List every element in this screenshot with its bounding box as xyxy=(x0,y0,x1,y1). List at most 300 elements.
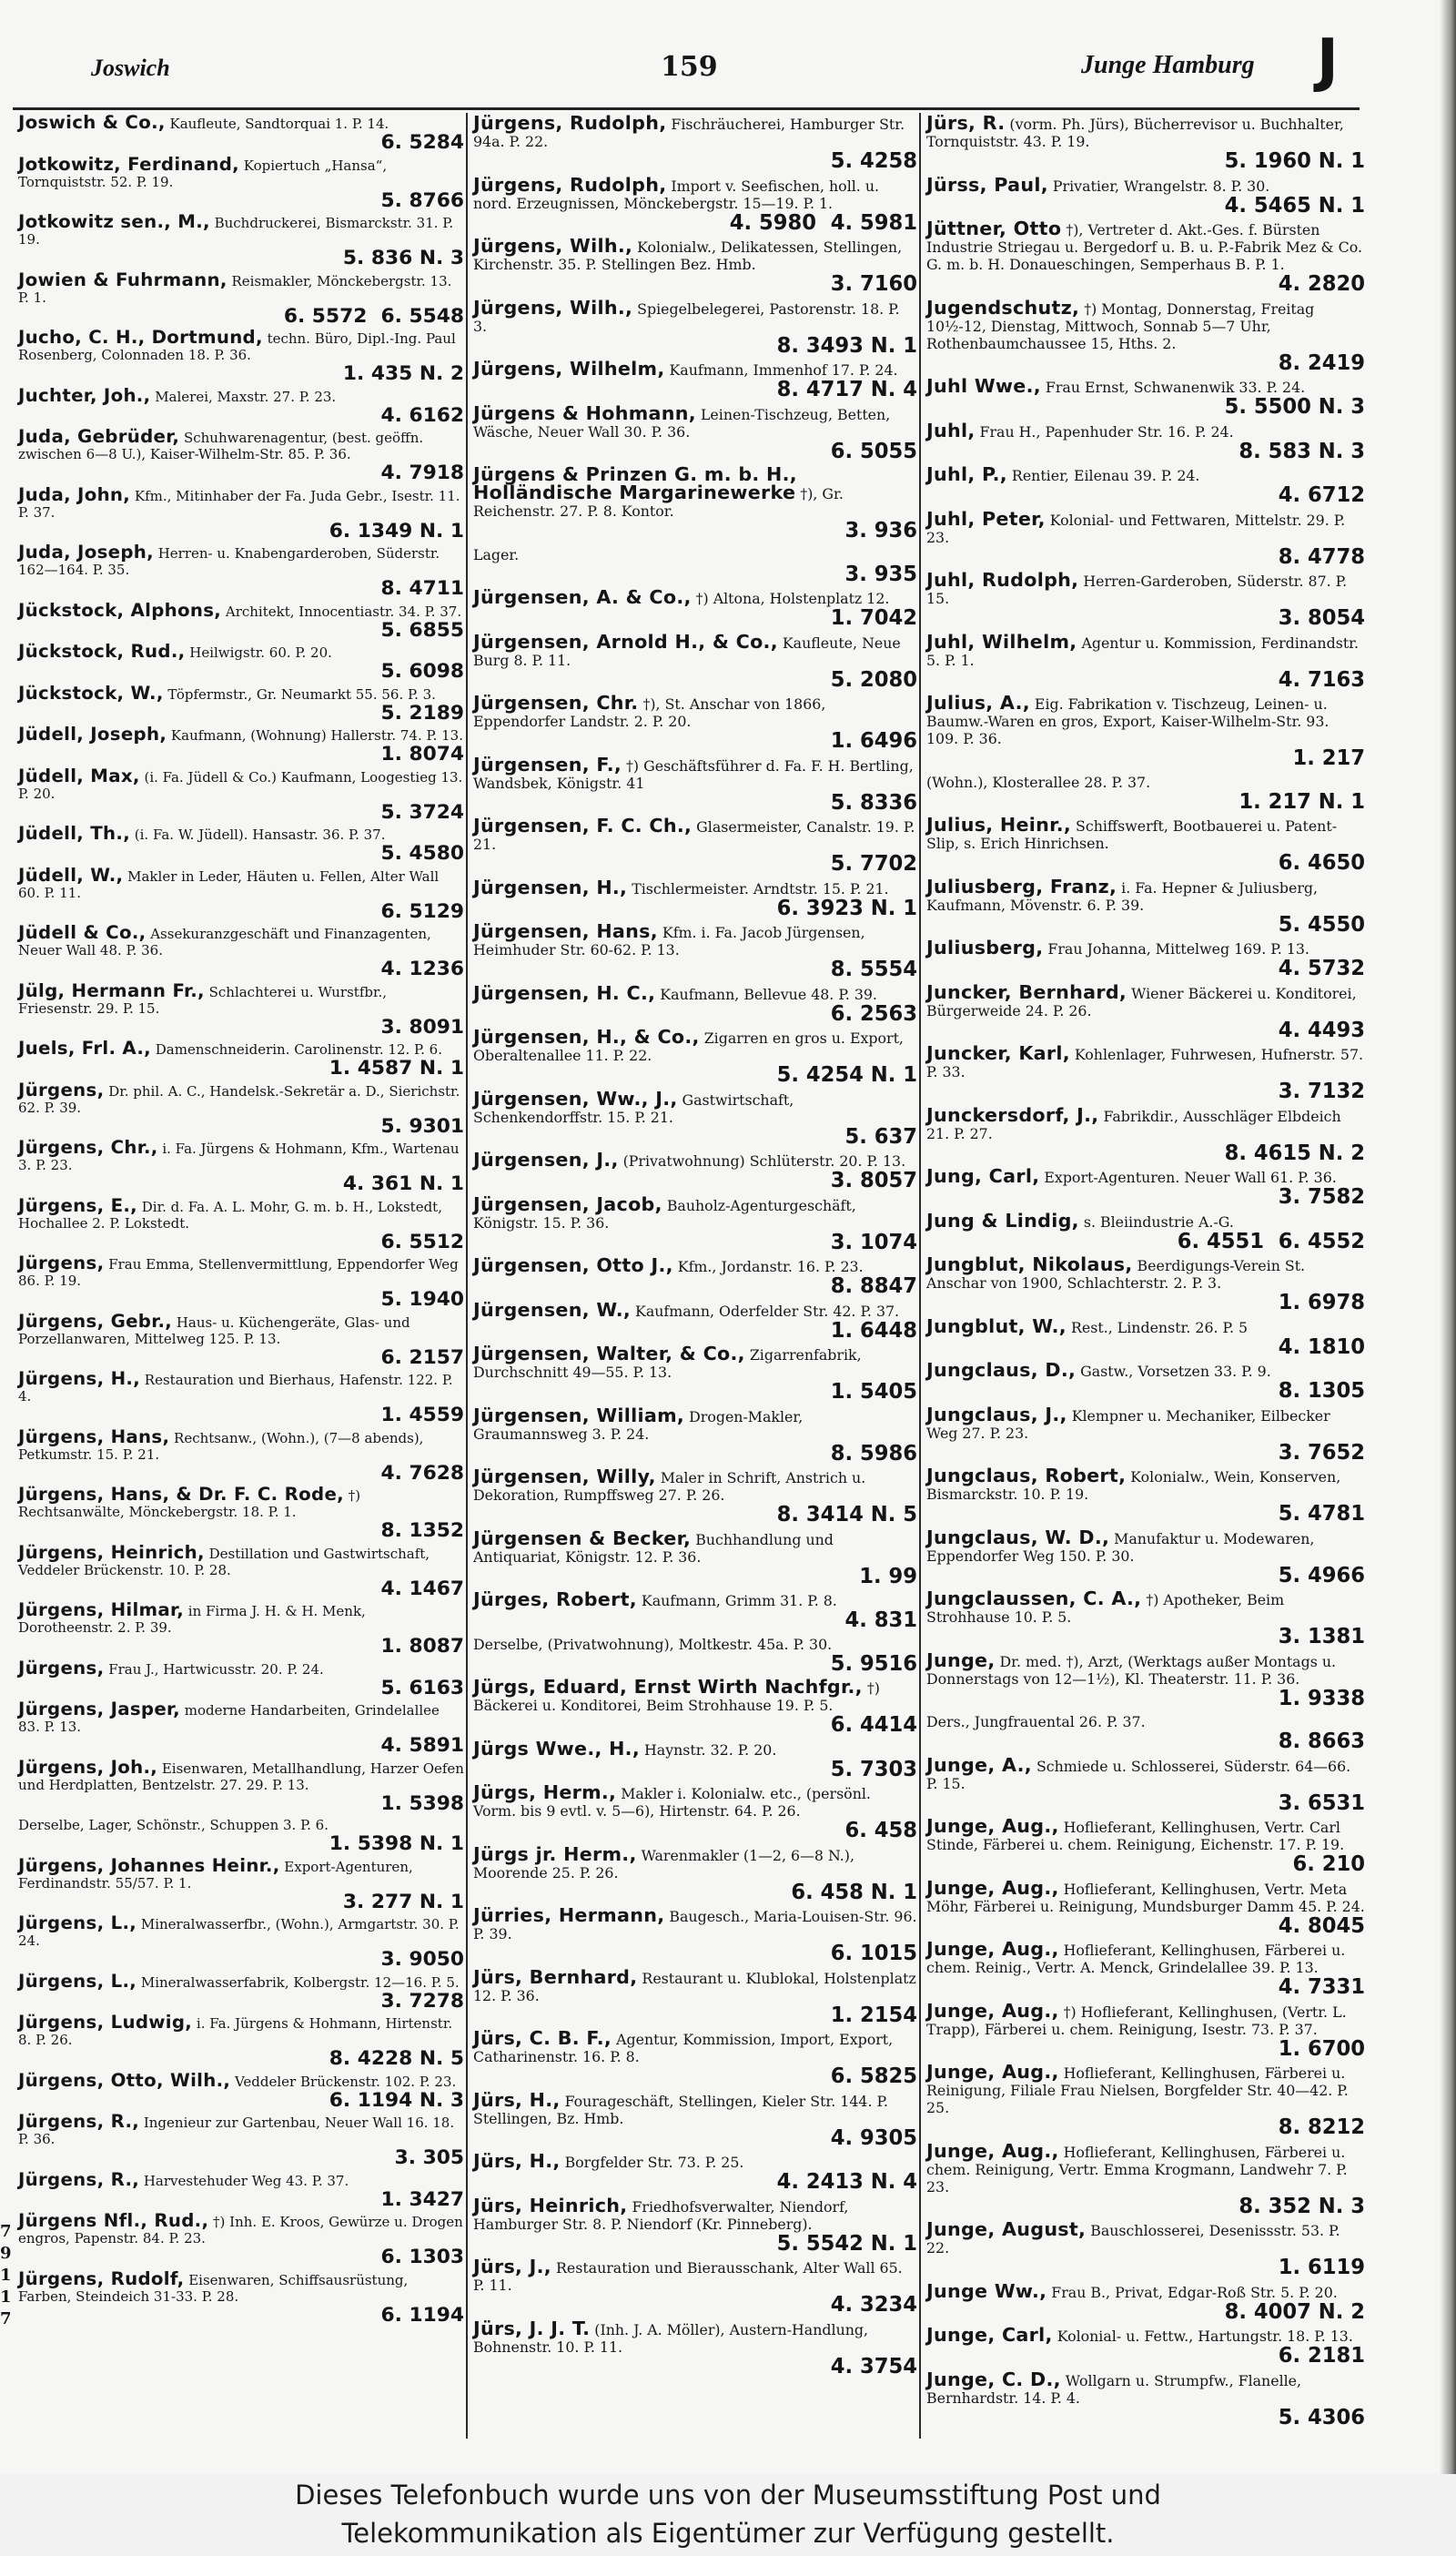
directory-entry xyxy=(926,569,1365,630)
entry-phone-number: 6. 5129 xyxy=(380,899,464,923)
entry-details: Warenmakler (1—2, 6—8 N.), Moorende 25. P. 26. xyxy=(473,1846,854,1882)
directory-entry xyxy=(473,1298,917,1343)
entry-details: Herren- u. Knabengarderoben, Süderstr. 162—164. P. 35. xyxy=(18,545,440,578)
entry-phone-number: 8. 8663 xyxy=(1278,1729,1365,1753)
entry-details: †), St. Anschar von 1866, Eppendorfer Landstr. 2. P. 20. xyxy=(473,695,826,730)
directory-entry xyxy=(473,1965,917,2027)
directory-entry xyxy=(926,2324,1365,2368)
entry-details: Hoflieferant, Kellinghusen, Vertr. Carl Stinde, Färberei u. chem. Reinigung, Eichenstr. 17. P. 19. xyxy=(926,1819,1345,1853)
entry-name: Jüdell & Co., xyxy=(18,922,147,943)
entry-phone-number: 4. 361 N. 1 xyxy=(342,1172,464,1195)
entry-phone-number: 4. 1810 xyxy=(1278,1334,1365,1359)
entry-name: Jürgens, Wilhelm, xyxy=(473,358,665,380)
entry-phone-number: 1. 217 xyxy=(1292,746,1365,770)
entry-name: Junge, August, xyxy=(926,2218,1087,2240)
entry-details: Ingenieur zur Gartenbau, Neuer Wall 16. 18. P. 36. xyxy=(18,2115,455,2147)
entry-details: Eisenwaren, Metallhandlung, Harzer Oefen und Herdplatten, Bentzelstr. 27. 29. P. 13. xyxy=(18,1760,464,1793)
entry-details: Derselbe, (Privatwohnung), Moltkestr. 45a. P. 30. xyxy=(473,1635,833,1653)
entry-phone-number: 5. 6163 xyxy=(380,1676,464,1699)
entry-phone-number: 3. 277 N. 1 xyxy=(342,1890,464,1913)
entry-name: Jung & Lindig, xyxy=(926,1209,1079,1232)
entry-phone-number: 5. 1960 N. 1 xyxy=(1224,149,1365,173)
entry-phone-number: 6. 5284 xyxy=(380,131,464,154)
entry-phone-number: 5. 2080 xyxy=(830,667,917,692)
entry-details: Gastw., Vorsetzen 33. P. 9. xyxy=(1080,1363,1271,1380)
directory-entry xyxy=(18,211,464,269)
directory-entry xyxy=(18,2267,464,2327)
directory-entry xyxy=(926,1713,1365,1752)
directory-entry xyxy=(926,2279,1365,2324)
entry-phone-number: 5. 4254 N. 1 xyxy=(776,1063,917,1087)
entry-details: Damenschneiderin. Carolinenstr. 12. P. 6. xyxy=(155,1041,442,1058)
entry-phone-number: 4. 3754 xyxy=(830,2354,917,2378)
entry-details: †) Rechtsanwälte, Mönckebergstr. 18. P. 1. xyxy=(18,1487,361,1520)
entry-details: Kaufleute, Sandtorquai 1. P. 14. xyxy=(169,116,389,132)
directory-entry xyxy=(926,1467,1365,1525)
entry-name: Jürgens, Joh., xyxy=(18,1756,158,1778)
directory-entry xyxy=(18,1756,464,1815)
entry-phone-number: 4. 3234 xyxy=(830,2293,917,2317)
entry-details: Hoflieferant, Kellinghusen, Färberei u. Reinigung, Filiale Frau Nielsen, Borgfelder Str. 40—42. P. 25. xyxy=(926,2064,1349,2116)
directory-entry xyxy=(18,922,464,980)
entry-details: Kolonial- u. Fettw., Hartungstr. 18. P. 13. xyxy=(1057,2328,1353,2345)
entry-details: Fabrikdir., Ausschläger Elbdeich 21. P. 27. xyxy=(926,1107,1341,1142)
entry-name: Juhl Wwe., xyxy=(926,375,1041,397)
directory-entry xyxy=(926,375,1365,419)
directory-entry xyxy=(473,981,917,1026)
entry-details: Architekt, Innocentiastr. 34. P. 37. xyxy=(225,603,462,620)
entry-details: Restauration und Bierausschank, Alter Wall 65. P. 11. xyxy=(473,2259,903,2294)
entry-phone-number: 5. 2189 xyxy=(380,701,464,725)
entry-phone-number: 3. 8057 xyxy=(830,1169,917,1192)
entry-details: Rechtsanw., (Wohn.), (7—8 abends), Petkumstr. 15. P. 21. xyxy=(18,1429,424,1463)
directory-entry xyxy=(473,1781,917,1842)
entry-name: Jürgens & Hohmann, xyxy=(473,401,696,424)
column-divider xyxy=(466,113,468,2439)
entry-name: Jung, Carl, xyxy=(926,1165,1040,1187)
entry-details: Maler in Schrift, Anstrich u. Dekoration, Rumpffsweg 27. P. 26. xyxy=(473,1469,866,1504)
entry-name: Jürgens, Otto, Wilh., xyxy=(18,2069,231,2091)
entry-details: Fourageschäft, Stellingen, Kieler Str. 144. P. Stellingen, Bz. Hmb. xyxy=(473,2092,888,2127)
entry-name: Jürgensen, H. C., xyxy=(473,981,656,1004)
entry-phone-number: 8. 1352 xyxy=(380,1519,464,1542)
entry-name: Jucho, C. H., Dortmund, xyxy=(18,327,263,348)
entry-name: Juhl, Rudolph, xyxy=(926,569,1079,591)
entry-phone-number: 3. 8054 xyxy=(1278,606,1365,630)
entry-name: Jüdell, Th., xyxy=(18,823,130,844)
entry-name: Jürgensen, Otto J., xyxy=(473,1254,673,1276)
directory-entry xyxy=(18,2111,464,2169)
entry-details: Eig. Fabrikation v. Tischzeug, Leinen- u. Baumw.-Waren en gros, Export, Kaiser-Wilhelm-Str. 93. 109. P. 36. xyxy=(926,695,1330,747)
entry-name: Jotkowitz sen., M., xyxy=(18,211,210,232)
entry-phone-number: 3. 7132 xyxy=(1278,1080,1365,1103)
entry-name: Jürgensen, F. C. Ch., xyxy=(473,815,693,837)
entry-name: Jückstock, W., xyxy=(18,682,164,704)
entry-name: Jüdell, W., xyxy=(18,864,124,886)
entry-name: Jürs, R. xyxy=(926,112,1006,134)
directory-entry xyxy=(926,507,1365,569)
directory-entry xyxy=(926,1753,1365,1815)
entry-phone-number: 3. 7160 xyxy=(830,272,917,296)
entry-phone-number: 8. 5554 xyxy=(830,958,917,981)
entry-phone-number: 5. 836 N. 3 xyxy=(342,247,464,269)
entry-phone-number: 5. 6855 xyxy=(380,618,464,642)
entry-phone-number: 8. 3414 N. 5 xyxy=(776,1503,917,1526)
directory-entry xyxy=(473,463,917,543)
entry-details: Spiegelbelegerei, Pastorenstr. 18. P. 3. xyxy=(473,299,900,335)
directory-entry xyxy=(473,2088,917,2150)
entry-name: Jürges, Robert, xyxy=(473,1588,637,1610)
entry-name: Jürss, Paul, xyxy=(926,173,1048,196)
directory-entry xyxy=(926,630,1365,692)
entry-details: Eisenwaren, Schiffsausrüstung, Farben, Steindeich 31-33. P. 28. xyxy=(18,2271,409,2305)
entry-details: Kaufmann, Grimm 31. P. 8. xyxy=(641,1592,837,1609)
directory-entry xyxy=(18,426,464,484)
directory-entry xyxy=(18,641,464,683)
entry-phone-number: 8. 8847 xyxy=(830,1274,917,1298)
entry-name: Jürgs, Eduard, Ernst Wirth Nachfgr., xyxy=(473,1676,863,1698)
entry-phone-number: 5. 4580 xyxy=(380,842,464,865)
section-letter: J xyxy=(1317,27,1339,95)
entry-phone-number: 4. 5891 xyxy=(380,1734,464,1757)
entry-details: Fischräucherei, Hamburger Str. 94a. P. 22. xyxy=(473,116,905,150)
entry-details: (Inh. J. A. Möller), Austern-Handlung, Bohnenstr. 10. P. 11. xyxy=(473,2320,869,2356)
entry-phone-number: 3. 7652 xyxy=(1278,1440,1365,1465)
entry-name: Jürs, H., xyxy=(473,2088,561,2111)
entry-details: Lager. xyxy=(473,545,520,563)
entry-details: Frau J., Hartwicusstr. 20. P. 24. xyxy=(108,1660,324,1678)
directory-entry xyxy=(473,2258,917,2316)
entry-details: Kfm. i. Fa. Jacob Jürgensen, Heimhuder Str. 60-62. P. 13. xyxy=(473,924,865,958)
entry-details: Export-Agenturen. Neuer Wall 61. P. 36. xyxy=(1044,1169,1337,1186)
entry-details: moderne Handarbeiten, Grindelallee 83. P. 13. xyxy=(18,1702,440,1735)
directory-entry xyxy=(18,269,464,328)
entry-details: Agentur, Kommission, Import, Export, Catharinenstr. 16. P. 8. xyxy=(473,2031,894,2065)
directory-entry xyxy=(926,2218,1365,2279)
entry-details: Manufaktur u. Modewaren, Eppendorfer Weg 150. P. 30. xyxy=(926,1529,1315,1565)
entry-phone-number: 1. 8074 xyxy=(380,743,464,766)
entry-phone-number: 8. 3493 N. 1 xyxy=(776,333,917,358)
directory-entry xyxy=(18,1701,464,1756)
entry-details: Harvestehuder Weg 43. P. 37. xyxy=(143,2172,349,2189)
entry-phone-number: 4. 7163 xyxy=(1278,667,1365,692)
entry-phone-number: 5. 637 xyxy=(844,1124,917,1149)
entry-phone-number: 4. 5465 N. 1 xyxy=(1224,193,1365,218)
entry-phone-number: 4. 7628 xyxy=(380,1461,464,1485)
directory-entry xyxy=(18,1599,464,1658)
directory-entry xyxy=(473,235,917,296)
entry-name: Juncker, Karl, xyxy=(926,1042,1070,1064)
entry-phone-number: 1. 6448 xyxy=(830,1318,917,1343)
entry-phone-number: 5. 8336 xyxy=(830,790,917,815)
directory-entry xyxy=(473,2150,917,2194)
directory-entry xyxy=(18,544,464,599)
column-2 xyxy=(473,112,917,2436)
entry-details: Töpfermstr., Gr. Neumarkt 55. 56. P. 3. xyxy=(167,685,436,703)
entry-details: Mineralwasserfbr., (Wohn.), Armgartstr. 30. P. 24. xyxy=(18,1916,460,1949)
entry-name: Julius, Heinr., xyxy=(926,814,1071,836)
entry-details: Assekuranzgeschäft und Finanzagenten, Neuer Wall 48. P. 36. xyxy=(18,926,431,958)
header-last-entry-city: Junge Hamburg xyxy=(1081,51,1255,79)
entry-details: †) Apotheker, Beim Strohhause 10. P. 5. xyxy=(926,1591,1285,1626)
entry-phone-number: 6. 4414 xyxy=(830,1713,917,1737)
entry-name: Jürgensen, W., xyxy=(473,1298,631,1321)
entry-phone-number: 1. 4559 xyxy=(380,1404,464,1426)
entry-name: Jürgensen, J., xyxy=(473,1149,619,1171)
entry-details: i. Fa. Jürgens & Hohmann, Kfm., Wartenau 3. P. 23. xyxy=(18,1141,460,1173)
entry-phone-number: 1. 5405 xyxy=(830,1380,917,1404)
directory-entry xyxy=(926,296,1365,375)
directory-entry xyxy=(473,1192,917,1254)
entry-phone-number: 5. 9301 xyxy=(380,1114,464,1138)
entry-details: Schlachterei u. Wurstfbr., Friesenstr. 29. P. 15. xyxy=(18,983,388,1017)
page-number: 159 xyxy=(661,51,718,83)
entry-details: Hoflieferant, Kellinghusen, Färberei u. chem. Reinigung, Vertr. Emma Krogmann, Landwehr 7. P. 23. xyxy=(926,2143,1348,2196)
entry-name: Junge, Carl, xyxy=(926,2324,1053,2346)
directory-entry xyxy=(473,1404,917,1466)
entry-phone-number: 1. 6978 xyxy=(1278,1291,1365,1314)
entry-phone-number: 4. 2413 N. 4 xyxy=(776,2170,917,2194)
entry-name: Jürgensen & Becker, xyxy=(473,1526,692,1549)
entry-details: Kfm., Mitinhaber der Fa. Juda Gebr., Isestr. 11. P. 37. xyxy=(18,487,460,521)
entry-details: Buchdruckerei, Bismarckstr. 31. P. 19. xyxy=(18,215,454,248)
entry-phone-number: 8. 4711 xyxy=(380,577,464,600)
entry-name: Jungblut, W., xyxy=(926,1314,1067,1337)
entry-name: Junge, Aug., xyxy=(926,1999,1059,2022)
entry-name: Junckersdorf, J., xyxy=(926,1103,1099,1126)
entry-phone-number: 5. 5500 N. 3 xyxy=(1224,395,1365,419)
entry-details: Dr. med. †), Arzt, (Werktags außer Montags u. Donnerstags von 12—1½), Kl. Theaterstr. 11. P. 36. xyxy=(926,1652,1337,1688)
entry-phone-number: 6. 1349 N. 1 xyxy=(329,519,464,543)
directory-entry xyxy=(926,816,1365,874)
entry-name: Jürgens, Hans, & Dr. F. C. Rode, xyxy=(18,1484,344,1505)
directory-entry xyxy=(473,920,917,981)
entry-phone-number: 1. 217 N. 1 xyxy=(1239,789,1365,814)
entry-name: Jungclaus, Robert, xyxy=(926,1465,1127,1486)
entry-name: Junge, Aug., xyxy=(926,2061,1059,2083)
entry-name: Junge, C. D., xyxy=(926,2368,1061,2390)
entry-phone-number: 6. 2157 xyxy=(380,1345,464,1369)
directory-entry xyxy=(473,1636,917,1675)
entry-phone-number: 3. 8091 xyxy=(380,1015,464,1039)
entry-details: †), Gr. Reichenstr. 27. P. 8. Kontor. xyxy=(473,485,844,520)
entry-name: Jürgensen, Jacob, xyxy=(473,1192,662,1215)
directory-entry xyxy=(18,2069,464,2112)
entry-phone-number: 4. 4493 xyxy=(1278,1018,1365,1042)
directory-entry xyxy=(926,1253,1365,1314)
directory-entry xyxy=(473,1676,917,1737)
directory-entry xyxy=(926,2368,1365,2429)
directory-entry xyxy=(926,1938,1365,1999)
directory-entry xyxy=(18,2210,464,2268)
entry-name: Junge, Aug., xyxy=(926,1938,1059,1960)
footer-notice xyxy=(0,2474,1456,2556)
entry-details: Mineralwasserfabrik, Kolbergstr. 12—16. P. 5. xyxy=(140,1973,460,1991)
directory-entry xyxy=(18,864,464,923)
directory-entry xyxy=(926,980,1365,1042)
directory-entry xyxy=(473,1151,917,1192)
entry-name: Jürgens, L., xyxy=(18,1912,137,1933)
entry-details: †) Hoflieferant, Kellinghusen, (Vertr. L. Trapp), Färberei u. chem. Reinigung, Isestr. 73. P. 37. xyxy=(926,2003,1347,2038)
entry-details: Zigarren en gros u. Export, Oberaltenallee 11. P. 22. xyxy=(473,1030,904,1064)
directory-entry xyxy=(473,876,917,920)
entry-phone-number: 1. 4587 N. 1 xyxy=(329,1057,464,1080)
entry-details: i. Fa. Hepner & Juliusberg, Kaufmann, Mövenstr. 6. P. 39. xyxy=(926,878,1319,914)
entry-phone-number: 8. 4228 N. 5 xyxy=(329,2047,464,2070)
entry-phone-number: 6. 1194 N. 3 xyxy=(329,2088,464,2112)
directory-entry xyxy=(926,875,1365,937)
directory-entry xyxy=(18,1040,464,1079)
directory-entry xyxy=(926,1314,1365,1359)
entry-phone-number: 1. 8087 xyxy=(380,1635,464,1658)
entry-name: Juchter, Joh., xyxy=(18,384,151,406)
entry-details: (Privatwohnung) Schlüterstr. 20. P. 13. xyxy=(622,1152,906,1170)
directory-entry xyxy=(18,483,464,543)
entry-phone-number: 3. 935 xyxy=(844,562,917,586)
directory-entry xyxy=(926,1876,1365,1938)
entry-phone-number: 5. 4258 xyxy=(830,149,917,173)
entry-details: Import v. Seefischen, holl. u. nord. Erzeugnissen, Mönckebergstr. 15—19. P. 1. xyxy=(473,177,880,212)
entry-details: †) Altona, Holstenplatz 12. xyxy=(695,590,890,607)
entry-name: Juhl, Peter, xyxy=(926,507,1046,530)
entry-details: Rentier, Eilenau 39. P. 24. xyxy=(1011,467,1200,484)
directory-entry xyxy=(473,817,917,875)
entry-details: †), Vertreter d. Akt.-Ges. f. Bürsten Industrie Striegau u. Bergedorf u. B. u. P.-Fabrik Mez & Co. G. m. b. H. Donaueschingen, Semperhaus B. P. 1. xyxy=(926,221,1362,273)
entry-phone-number: 1. 6119 xyxy=(1278,2256,1365,2279)
entry-phone-number: 4. 5732 xyxy=(1278,957,1365,980)
entry-phone-number: 1. 2154 xyxy=(830,2003,917,2027)
entry-details: Export-Agenturen, Ferdinandstr. 55/57. P. 1. xyxy=(18,1858,413,1892)
entry-name: Jotkowitz, Ferdinand, xyxy=(18,153,239,175)
entry-details: Kaufmann, Immenhof 17. P. 24. xyxy=(669,361,898,379)
entry-name: Jürgensen, Walter, & Co., xyxy=(473,1343,745,1364)
entry-details: Zigarrenfabrik, Durchschnitt 49—55. P. 13. xyxy=(473,1346,862,1381)
directory-entry xyxy=(18,1541,464,1600)
entry-name: Juda, Joseph, xyxy=(18,542,154,563)
entry-name: Jürgensen, Ww., J., xyxy=(473,1087,678,1110)
entry-name: Juliusberg, Franz, xyxy=(926,875,1117,898)
entry-phone-number: 5. 4966 xyxy=(1278,1563,1365,1587)
entry-name: Juhl, Wilhelm, xyxy=(926,630,1077,653)
entry-name: Jürgens, R., xyxy=(18,2168,140,2190)
entry-name: Jürgens, R., xyxy=(18,2111,140,2132)
entry-phone-number: 3. 9050 xyxy=(380,1948,464,1971)
entry-phone-number: 8. 583 N. 3 xyxy=(1239,439,1365,463)
entry-phone-number: 3. 936 xyxy=(844,519,917,543)
entry-phone-number: 5. 7303 xyxy=(830,1757,917,1781)
entry-name: Jürgens, Jasper, xyxy=(18,1699,180,1719)
entry-phone-number: 4. 5980 4. 5981 xyxy=(729,210,917,235)
entry-phone-number: 8. 4007 N. 2 xyxy=(1224,2299,1365,2324)
entry-phone-number: 3. 6531 xyxy=(1278,1790,1365,1815)
entry-details: Bauschlosserei, Desenissstr. 53. P. 22. xyxy=(926,2222,1340,2257)
directory-entry xyxy=(18,1970,464,2013)
entry-name: Jungblut, Nikolaus, xyxy=(926,1253,1133,1275)
entry-details: i. Fa. Jürgens & Hohmann, Hirtenstr. 8. P. 26. xyxy=(18,2015,453,2048)
directory-entry xyxy=(926,2061,1365,2139)
entry-details: Kolonialw., Delikatessen, Stellingen, Kirchenstr. 35. P. Stellingen Bez. Hmb. xyxy=(473,238,903,273)
entry-details: Bauholz-Agenturgeschäft, Königstr. 15. P. 36. xyxy=(473,1196,856,1232)
directory-entry xyxy=(18,1854,464,1913)
entry-phone-number: 6. 3923 N. 1 xyxy=(776,896,917,920)
entry-details: Kaufmann, Oderfelder Str. 42. P. 37. xyxy=(635,1302,900,1320)
entry-phone-number: 1. 6700 xyxy=(1278,2036,1365,2061)
entry-name: Junge, xyxy=(926,1648,996,1671)
directory-entry xyxy=(473,2317,917,2378)
entry-name: Junge, Aug., xyxy=(926,2139,1059,2162)
entry-name: Jürgens, Rudolph, xyxy=(473,112,667,134)
directory-entry xyxy=(926,220,1365,295)
entry-name: Jürgensen, F., xyxy=(473,753,622,776)
entry-phone-number: 8. 1305 xyxy=(1278,1379,1365,1403)
entry-name: Jürgensen, H., xyxy=(473,876,628,898)
entry-phone-number: 6. 210 xyxy=(1292,1852,1365,1876)
directory-entry xyxy=(18,384,464,427)
entry-details: Gastwirtschaft, Schenkendorffstr. 15. P. 21. xyxy=(473,1090,794,1126)
entry-name: Jürgens, Hans, xyxy=(18,1425,170,1447)
entry-name: Juels, Frl. A., xyxy=(18,1038,151,1059)
entry-name: Jürgens, Wilh., xyxy=(473,235,633,257)
entry-details: Makler i. Kolonialw. etc., (persönl. Vorm. bis 9 evtl. v. 5—6), Hirtenstr. 64. P. 26. xyxy=(473,1785,871,1820)
entry-phone-number: 8. 352 N. 3 xyxy=(1239,2194,1365,2218)
entry-details: Malerei, Maxstr. 27. P. 23. xyxy=(155,388,337,405)
directory-entry xyxy=(926,112,1365,173)
directory-entry xyxy=(473,753,917,815)
directory-entry xyxy=(473,586,917,630)
directory-entry xyxy=(473,401,917,463)
entry-name: Juda, John, xyxy=(18,483,131,505)
entry-phone-number: 5. 8766 xyxy=(380,188,464,212)
directory-entry xyxy=(473,692,917,753)
directory-entry xyxy=(473,630,917,692)
directory-entry xyxy=(473,1737,917,1781)
directory-entry xyxy=(18,1368,464,1426)
entry-phone-number: 6. 1303 xyxy=(380,2246,464,2268)
entry-name: Jüttner, Otto xyxy=(926,218,1062,239)
directory-entry xyxy=(473,173,917,235)
entry-details: Wiener Bäckerei u. Konditorei, Bürgerweide 24. P. 26. xyxy=(926,984,1357,1019)
entry-name: Jürgens, Wilh., xyxy=(473,296,633,319)
entry-name: Jüdell, Max, xyxy=(18,765,140,786)
directory-entry xyxy=(18,1079,464,1138)
entry-name: Jürgens, L., xyxy=(18,1970,137,1992)
entry-name: Junge Ww., xyxy=(926,2279,1047,2302)
header-first-entry: Joswich xyxy=(91,55,170,81)
entry-details: Heilwigstr. 60. P. 20. xyxy=(189,644,332,661)
entry-phone-number: 6. 1015 xyxy=(830,1942,917,1965)
entry-phone-number: 1. 7042 xyxy=(830,606,917,630)
entry-name: Jürgs, Herm., xyxy=(473,1781,617,1803)
entry-name: Junge, Aug., xyxy=(926,1815,1059,1837)
directory-entry xyxy=(18,682,464,725)
entry-phone-number: 8. 5986 xyxy=(830,1441,917,1466)
directory-entry xyxy=(926,939,1365,979)
entry-phone-number: 3. 1074 xyxy=(830,1230,917,1254)
entry-name: Jürgensen, H., & Co., xyxy=(473,1026,700,1048)
entry-name: Junge, Aug., xyxy=(926,1876,1059,1899)
entry-phone-number: 6. 5055 xyxy=(830,439,917,463)
entry-name: Juliusberg, xyxy=(926,937,1044,958)
entry-phone-number: 6. 1194 xyxy=(380,2303,464,2327)
entry-name: Jürgens, Heinrich, xyxy=(18,1541,205,1563)
entry-phone-number: 5. 6098 xyxy=(380,660,464,683)
directory-entry xyxy=(473,1345,917,1403)
entry-phone-number: 3. 305 xyxy=(394,2146,464,2169)
entry-details: Destillation und Gastwirtschaft, Veddeler Brückenstr. 10. P. 28. xyxy=(18,1545,430,1578)
entry-details: Leinen-Tischzeug, Betten, Wäsche, Neuer Wall 30. P. 36. xyxy=(473,405,891,441)
entry-details: Rest., Lindenstr. 26. P. 5 xyxy=(1070,1318,1249,1336)
directory-entry xyxy=(926,463,1365,507)
